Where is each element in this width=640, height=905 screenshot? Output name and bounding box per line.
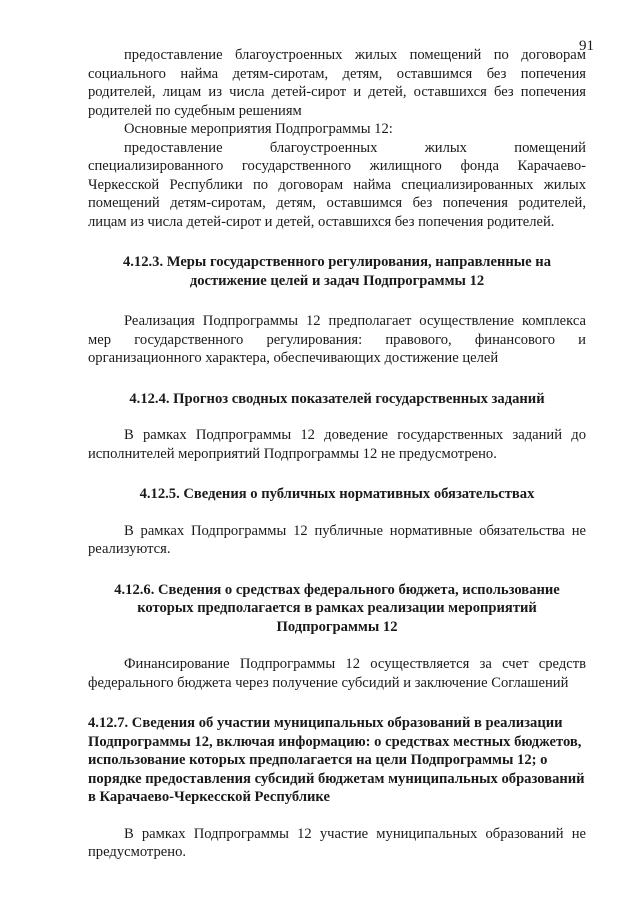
section-text-4-12-3: Реализация Подпрограммы 12 предполагает осуществление комплекса мер государственного регулирования: правового, финансового и организационного характера, обеспечивающих достижение целей bbox=[88, 313, 586, 366]
section-text-4-12-7: В рамках Подпрограммы 12 участие муниципальных образований не предусмотрено. bbox=[88, 825, 586, 860]
document-body bbox=[88, 46, 586, 862]
section-text-4-12-6: Финансирование Подпрограммы 12 осуществляется за счет средств федерального бюджета через получение субсидий и заключение Соглашений bbox=[88, 656, 586, 691]
intro-paragraph-2: Основные мероприятия Подпрограммы 12: bbox=[124, 121, 393, 137]
section-heading-4-12-5: 4.12.5. Сведения о публичных нормативных обязательствах bbox=[139, 486, 535, 502]
page-number: 91 bbox=[579, 38, 594, 54]
section-heading-4-12-3: 4.12.3. Меры государственного регулирования, направленные на достижение целей и задач Подпрограммы 12 bbox=[122, 254, 552, 289]
intro-paragraph-3: предоставление благоустроенных жилых помещений специализированного государственного жилищного фонда Карачаево-Черкесской Республики по договорам найма специализированных жилых помещений детям-сиротам, детям, оставшимся без попечения родителей, лицам из числа детей-сирот и детей, оставшихся без попечения родителей. bbox=[88, 139, 586, 230]
section-heading-4-12-6: 4.12.6. Сведения о средствах федерального бюджета, использование которых предполагается в рамках реализации мероприятий Подпрограммы 12 bbox=[114, 581, 560, 635]
section-text-4-12-5: В рамках Подпрограммы 12 публичные нормативные обязательства не реализуются. bbox=[88, 522, 586, 557]
section-heading-4-12-4: 4.12.4. Прогноз сводных показателей государственных заданий bbox=[129, 390, 545, 407]
section-text-4-12-4: В рамках Подпрограммы 12 доведение государственных заданий до исполнителей мероприятий Подпрограммы 12 не предусмотрено. bbox=[88, 427, 586, 462]
intro-paragraph-1: предоставление благоустроенных жилых помещений по договорам социального найма детям-сиротам, детям, оставшимся без попечения родителей, лицам из числа детей-сирот и детей, оставшихся без попечения родителей по судебным решениям bbox=[88, 47, 586, 119]
section-heading-4-12-7: 4.12.7. Сведения об участии муниципальных образований в реализации Подпрограммы 12, включая информацию: о средствах местных бюджетов, использование которых предполагается на цели Подпрограммы 12; о порядке предоставления субсидий бюджетам муниципальных образований в Карачаево-Черкесской Республике bbox=[88, 715, 585, 805]
